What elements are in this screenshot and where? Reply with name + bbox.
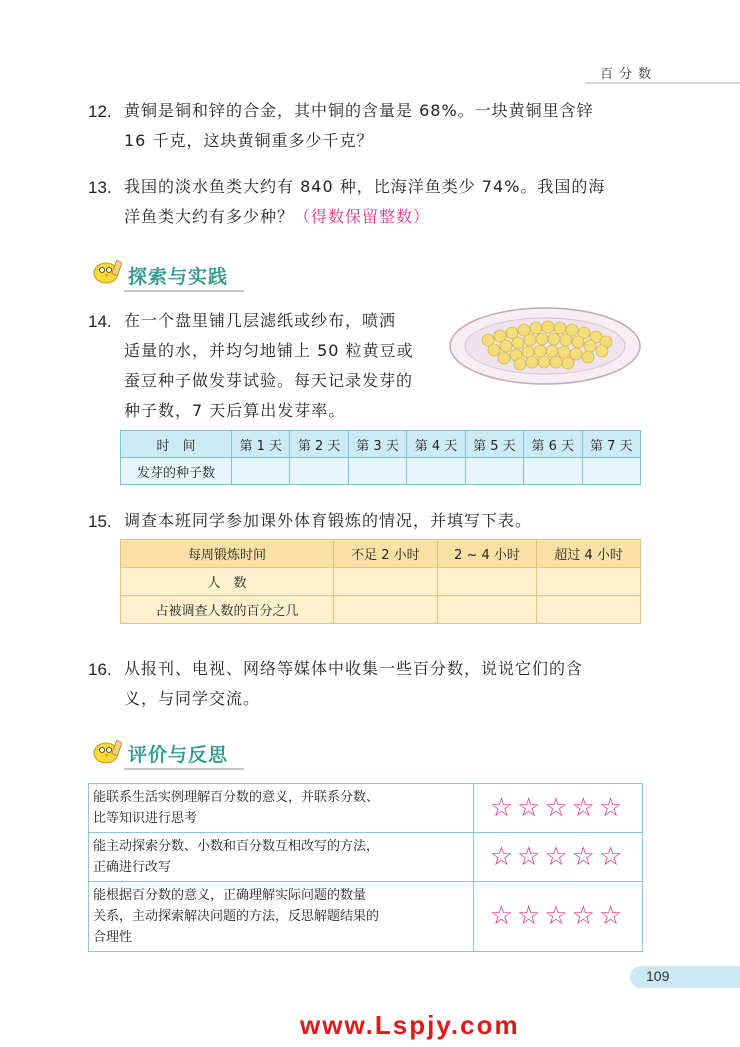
- table-header-cell: 不足 2 小时: [334, 540, 438, 568]
- evaluation-criterion: [89, 833, 474, 882]
- question-13-line-2-wrap: [124, 202, 664, 232]
- table-row: [89, 784, 643, 833]
- table-row: [121, 458, 641, 485]
- question-16-text: [124, 654, 664, 714]
- chick-mascot-icon: [92, 258, 122, 288]
- table-row-label: 人 数: [121, 568, 334, 596]
- question-number-14: 14.: [88, 312, 112, 331]
- table-row: [121, 540, 641, 568]
- question-14-line-2: 适量的水，并均匀地铺上 50 粒黄豆或: [124, 341, 414, 360]
- evaluation-criterion: [89, 784, 474, 833]
- question-12-line-2: 16 千克，这块黄铜重多少千克？: [124, 131, 374, 150]
- criterion-line: 关系，主动探索解决问题的方法，反思解题结果的: [93, 909, 380, 924]
- criterion-line: 比等知识进行思考: [93, 811, 198, 826]
- criterion-line: 能主动探索分数、小数和百分数互相改写的方法，: [93, 839, 380, 854]
- star-rating[interactable]: ☆☆☆☆☆: [474, 882, 643, 952]
- table-header-cell: 第 1 天: [232, 431, 290, 458]
- table-cell: [537, 568, 641, 596]
- criterion-line: 合理性: [93, 930, 133, 945]
- germination-table: [120, 430, 641, 485]
- bean-plate-illustration: [448, 300, 643, 392]
- header-divider: [585, 82, 740, 84]
- question-number-16: 16.: [88, 660, 112, 679]
- table-row: [89, 882, 643, 952]
- table-header-cell: 时 间: [121, 431, 232, 458]
- question-number-12: 12.: [88, 102, 112, 121]
- question-14-line-3: 蚕豆种子做发芽试验。每天记录发芽的: [124, 371, 414, 390]
- criterion-line: 能根据百分数的意义，正确理解实际问题的数量: [93, 888, 367, 903]
- exercise-survey-table: [120, 539, 641, 624]
- star-rating[interactable]: ☆☆☆☆☆: [474, 784, 643, 833]
- table-cell: [232, 458, 290, 485]
- table-cell: [437, 568, 537, 596]
- table-cell: [465, 458, 523, 485]
- table-row: [121, 568, 641, 596]
- chick-mascot-icon: [92, 738, 122, 768]
- page-number: 109: [646, 968, 670, 984]
- question-13-line-2: 洋鱼类大约有多少种？: [124, 207, 295, 226]
- question-13-text: [124, 172, 664, 232]
- table-header-cell: 2 ~ 4 小时: [437, 540, 537, 568]
- table-row-label: 占被调查人数的百分之几: [121, 596, 334, 624]
- table-cell: [290, 458, 348, 485]
- table-header-cell: 第 4 天: [407, 431, 465, 458]
- section-underline: [124, 768, 244, 770]
- criterion-line: 正确进行改写: [93, 860, 172, 875]
- table-header-cell: 每周锻炼时间: [121, 540, 334, 568]
- question-13-line-1: 我国的淡水鱼类大约有 840 种，比海洋鱼类少 74%。我国的海: [124, 177, 606, 196]
- table-header-cell: 第 2 天: [290, 431, 348, 458]
- table-header-cell: 超过 4 小时: [537, 540, 641, 568]
- table-cell: [348, 458, 406, 485]
- question-12-text: [124, 96, 664, 156]
- question-14-line-1: 在一个盘里铺几层滤纸或纱布，喷洒: [124, 311, 397, 330]
- question-16-line-2: 义，与同学交流。: [124, 689, 261, 708]
- star-rating[interactable]: ☆☆☆☆☆: [474, 833, 643, 882]
- question-12-line-1: 黄铜是铜和锌的合金，其中铜的含量是 68%。一块黄铜里含锌: [124, 101, 594, 120]
- criterion-line: 能联系生活实例理解百分数的意义，并联系分数、: [93, 790, 380, 805]
- table-row: [121, 596, 641, 624]
- table-header-cell: 第 7 天: [582, 431, 640, 458]
- table-header-cell: 第 6 天: [524, 431, 582, 458]
- evaluation-criterion: [89, 882, 474, 952]
- self-evaluation-table: [88, 783, 643, 952]
- table-header-cell: 第 3 天: [348, 431, 406, 458]
- section-title-explore: 探索与实践: [128, 266, 229, 288]
- table-row-label: 发芽的种子数: [121, 458, 232, 485]
- question-number-13: 13.: [88, 178, 112, 197]
- table-cell: [537, 596, 641, 624]
- question-14-text: [124, 306, 454, 426]
- table-row: [89, 833, 643, 882]
- chapter-title: 百分数: [600, 67, 658, 82]
- table-cell: [407, 458, 465, 485]
- section-title-reflection: 评价与反思: [128, 744, 229, 766]
- question-number-15: 15.: [88, 512, 112, 531]
- section-underline: [124, 290, 244, 292]
- table-cell: [334, 596, 438, 624]
- table-header-cell: 第 5 天: [465, 431, 523, 458]
- table-row: [121, 431, 641, 458]
- question-16-line-1: 从报刊、电视、网络等媒体中收集一些百分数，说说它们的含: [124, 659, 584, 678]
- watermark-url: www.Lspjy.com: [300, 1010, 520, 1040]
- question-15-text: 调查本班同学参加课外体育锻炼的情况，并填写下表。: [124, 511, 533, 530]
- table-cell: [582, 458, 640, 485]
- table-cell: [524, 458, 582, 485]
- table-cell: [437, 596, 537, 624]
- question-14-line-4: 种子数，7 天后算出发芽率。: [124, 401, 346, 420]
- question-13-note: （得数保留整数）: [294, 207, 431, 226]
- table-cell: [334, 568, 438, 596]
